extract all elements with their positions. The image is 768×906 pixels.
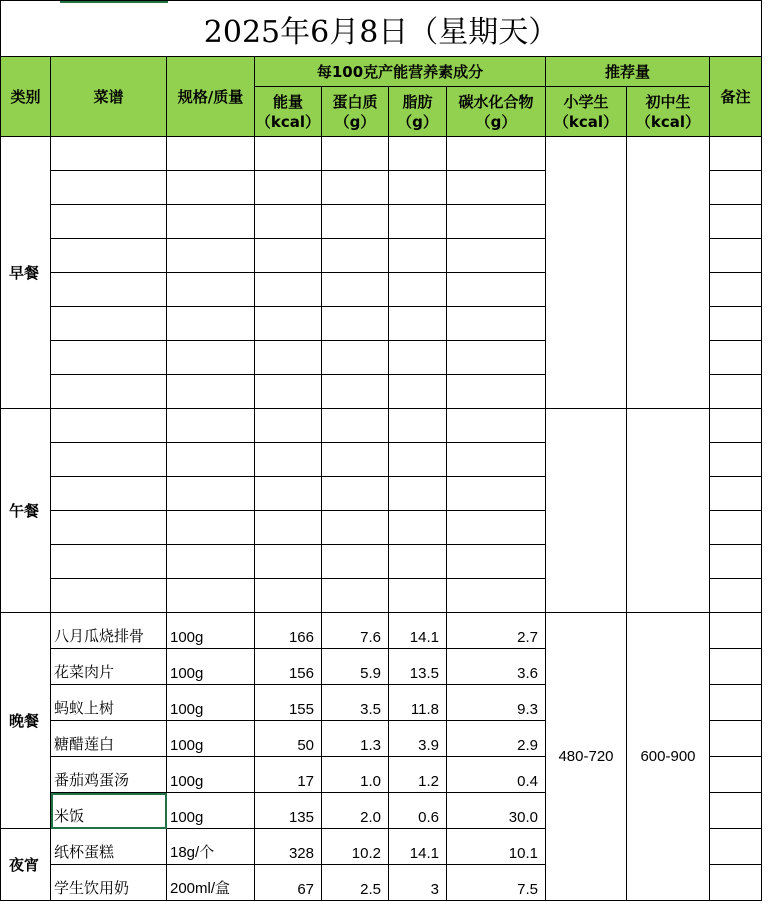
protein-cell[interactable]: 3.5	[322, 685, 389, 721]
empty-cell[interactable]	[447, 307, 546, 341]
protein-cell[interactable]: 10.2	[322, 829, 389, 865]
empty-cell[interactable]	[167, 511, 255, 545]
empty-cell[interactable]	[447, 443, 546, 477]
empty-cell[interactable]	[389, 409, 447, 443]
remark-cell[interactable]	[710, 757, 762, 793]
category-cell[interactable]: 夜宵	[1, 829, 51, 901]
remark-cell[interactable]	[710, 829, 762, 865]
empty-cell[interactable]	[322, 477, 389, 511]
empty-cell[interactable]	[389, 239, 447, 273]
empty-cell[interactable]	[322, 171, 389, 205]
empty-cell[interactable]	[322, 273, 389, 307]
primary-recommend-empty[interactable]	[546, 137, 627, 409]
empty-cell[interactable]	[322, 579, 389, 613]
empty-cell[interactable]	[167, 273, 255, 307]
table-row	[1, 137, 762, 171]
fat-cell[interactable]: 3.9	[389, 721, 447, 757]
primary-recommend[interactable]: 480-720	[546, 613, 627, 901]
remark-cell[interactable]	[710, 443, 762, 477]
empty-cell[interactable]	[51, 409, 167, 443]
header-nutrition-group[interactable]: 每100克产能营养素成分	[255, 57, 546, 87]
category-cell[interactable]: 早餐	[1, 137, 51, 409]
empty-cell[interactable]	[389, 545, 447, 579]
carbs-cell[interactable]: 9.3	[447, 685, 546, 721]
empty-cell[interactable]	[322, 375, 389, 409]
dish-cell[interactable]: 学生饮用奶	[51, 865, 167, 901]
header-menu[interactable]: 菜谱	[51, 57, 167, 137]
dish-cell[interactable]: 八月瓜烧排骨	[51, 613, 167, 649]
header-protein[interactable]: 蛋白质（g）	[322, 87, 389, 137]
empty-cell[interactable]	[389, 307, 447, 341]
carbs-cell[interactable]: 2.9	[447, 721, 546, 757]
remark-cell[interactable]	[710, 511, 762, 545]
empty-cell[interactable]	[255, 545, 322, 579]
sheet-title[interactable]: 2025年6月8日（星期天）	[1, 1, 762, 57]
empty-cell[interactable]	[255, 341, 322, 375]
empty-cell[interactable]	[322, 307, 389, 341]
remark-cell[interactable]	[710, 685, 762, 721]
empty-cell[interactable]	[447, 409, 546, 443]
empty-cell[interactable]	[167, 341, 255, 375]
empty-cell[interactable]	[51, 137, 167, 171]
empty-cell[interactable]	[389, 579, 447, 613]
energy-cell[interactable]: 328	[255, 829, 322, 865]
table-row	[1, 409, 762, 443]
empty-cell[interactable]	[389, 375, 447, 409]
remark-cell[interactable]	[710, 865, 762, 901]
fat-cell[interactable]: 13.5	[389, 649, 447, 685]
energy-cell[interactable]: 50	[255, 721, 322, 757]
empty-cell[interactable]	[389, 477, 447, 511]
empty-cell[interactable]	[167, 137, 255, 171]
empty-cell[interactable]	[167, 579, 255, 613]
table-row	[1, 613, 762, 649]
empty-cell[interactable]	[389, 273, 447, 307]
empty-cell[interactable]	[51, 273, 167, 307]
empty-cell[interactable]	[255, 477, 322, 511]
spec-cell[interactable]: 100g	[167, 649, 255, 685]
spec-cell[interactable]: 18g/个	[167, 829, 255, 865]
empty-cell[interactable]	[447, 545, 546, 579]
fat-cell[interactable]: 3	[389, 865, 447, 901]
spec-cell[interactable]: 200ml/盒	[167, 865, 255, 901]
carbs-cell[interactable]: 30.0	[447, 793, 546, 829]
empty-cell[interactable]	[255, 579, 322, 613]
fat-cell[interactable]: 11.8	[389, 685, 447, 721]
empty-cell[interactable]	[51, 579, 167, 613]
dish-cell[interactable]: 花菜肉片	[51, 649, 167, 685]
empty-cell[interactable]	[389, 205, 447, 239]
category-cell[interactable]: 午餐	[1, 409, 51, 613]
category-cell[interactable]: 晚餐	[1, 613, 51, 829]
remark-cell[interactable]	[710, 545, 762, 579]
protein-cell[interactable]: 1.0	[322, 757, 389, 793]
header-primary[interactable]: 小学生（kcal）	[546, 87, 627, 137]
empty-cell[interactable]	[255, 307, 322, 341]
remark-cell[interactable]	[710, 273, 762, 307]
spec-cell[interactable]: 100g	[167, 757, 255, 793]
empty-cell[interactable]	[389, 511, 447, 545]
empty-cell[interactable]	[167, 545, 255, 579]
fat-cell[interactable]: 14.1	[389, 829, 447, 865]
empty-cell[interactable]	[51, 307, 167, 341]
remark-cell[interactable]	[710, 477, 762, 511]
remark-cell[interactable]	[710, 793, 762, 829]
empty-cell[interactable]	[167, 409, 255, 443]
empty-cell[interactable]	[167, 477, 255, 511]
empty-cell[interactable]	[447, 205, 546, 239]
empty-cell[interactable]	[255, 409, 322, 443]
energy-cell[interactable]: 135	[255, 793, 322, 829]
dish-cell[interactable]: 纸杯蛋糕	[51, 829, 167, 865]
header-recommend-group[interactable]: 推荐量	[546, 57, 710, 87]
empty-cell[interactable]	[389, 137, 447, 171]
empty-cell[interactable]	[167, 375, 255, 409]
remark-cell[interactable]	[710, 239, 762, 273]
carbs-cell[interactable]: 2.7	[447, 613, 546, 649]
empty-cell[interactable]	[447, 239, 546, 273]
empty-cell[interactable]	[255, 137, 322, 171]
empty-cell[interactable]	[51, 443, 167, 477]
energy-cell[interactable]: 166	[255, 613, 322, 649]
empty-cell[interactable]	[322, 443, 389, 477]
empty-cell[interactable]	[167, 171, 255, 205]
empty-cell[interactable]	[167, 443, 255, 477]
header-spec[interactable]: 规格/质量	[167, 57, 255, 137]
remark-cell[interactable]	[710, 375, 762, 409]
energy-cell[interactable]: 156	[255, 649, 322, 685]
carbs-cell[interactable]: 0.4	[447, 757, 546, 793]
empty-cell[interactable]	[322, 545, 389, 579]
empty-cell[interactable]	[389, 171, 447, 205]
empty-cell[interactable]	[389, 341, 447, 375]
empty-cell[interactable]	[51, 205, 167, 239]
empty-cell[interactable]	[322, 341, 389, 375]
empty-cell[interactable]	[51, 171, 167, 205]
spec-cell[interactable]: 100g	[167, 613, 255, 649]
fat-cell[interactable]: 1.2	[389, 757, 447, 793]
spec-cell[interactable]: 100g	[167, 685, 255, 721]
empty-cell[interactable]	[447, 137, 546, 171]
carbs-cell[interactable]: 3.6	[447, 649, 546, 685]
empty-cell[interactable]	[322, 239, 389, 273]
empty-cell[interactable]	[447, 579, 546, 613]
spec-cell[interactable]: 100g	[167, 721, 255, 757]
empty-cell[interactable]	[447, 375, 546, 409]
empty-cell[interactable]	[322, 137, 389, 171]
empty-cell[interactable]	[255, 205, 322, 239]
energy-cell[interactable]: 155	[255, 685, 322, 721]
junior-recommend-empty[interactable]	[627, 137, 710, 409]
empty-cell[interactable]	[167, 205, 255, 239]
spec-cell[interactable]: 100g	[167, 793, 255, 829]
dish-cell[interactable]: 糖醋莲白	[51, 721, 167, 757]
carbs-cell[interactable]: 10.1	[447, 829, 546, 865]
empty-cell[interactable]	[51, 341, 167, 375]
empty-cell[interactable]	[322, 205, 389, 239]
empty-cell[interactable]	[447, 511, 546, 545]
fat-cell[interactable]: 14.1	[389, 613, 447, 649]
protein-cell[interactable]: 2.5	[322, 865, 389, 901]
protein-cell[interactable]: 2.0	[322, 793, 389, 829]
empty-cell[interactable]	[51, 545, 167, 579]
header-category[interactable]: 类别	[1, 57, 51, 137]
remark-cell[interactable]	[710, 649, 762, 685]
empty-cell[interactable]	[51, 477, 167, 511]
empty-cell[interactable]	[447, 341, 546, 375]
empty-cell[interactable]	[255, 273, 322, 307]
protein-cell[interactable]: 1.3	[322, 721, 389, 757]
header-fat[interactable]: 脂肪（g）	[389, 87, 447, 137]
empty-cell[interactable]	[389, 443, 447, 477]
empty-cell[interactable]	[255, 171, 322, 205]
header-carbs[interactable]: 碳水化合物（g）	[447, 87, 546, 137]
junior-recommend[interactable]: 600-900	[627, 613, 710, 901]
fat-cell[interactable]: 0.6	[389, 793, 447, 829]
energy-cell[interactable]: 17	[255, 757, 322, 793]
empty-cell[interactable]	[322, 511, 389, 545]
remark-cell[interactable]	[710, 409, 762, 443]
empty-cell[interactable]	[167, 239, 255, 273]
remark-cell[interactable]	[710, 205, 762, 239]
empty-cell[interactable]	[51, 239, 167, 273]
header-remark[interactable]: 备注	[710, 57, 762, 137]
empty-cell[interactable]	[51, 511, 167, 545]
junior-recommend-empty[interactable]	[627, 409, 710, 613]
remark-cell[interactable]	[710, 341, 762, 375]
dish-cell[interactable]: 蚂蚁上树	[51, 685, 167, 721]
empty-cell[interactable]	[255, 443, 322, 477]
empty-cell[interactable]	[255, 511, 322, 545]
energy-cell[interactable]: 67	[255, 865, 322, 901]
empty-cell[interactable]	[447, 171, 546, 205]
remark-cell[interactable]	[710, 579, 762, 613]
protein-cell[interactable]: 5.9	[322, 649, 389, 685]
empty-cell[interactable]	[255, 375, 322, 409]
dish-cell[interactable]: 番茄鸡蛋汤	[51, 757, 167, 793]
remark-cell[interactable]	[710, 307, 762, 341]
remark-cell[interactable]	[710, 613, 762, 649]
remark-cell[interactable]	[710, 171, 762, 205]
protein-cell[interactable]: 7.6	[322, 613, 389, 649]
empty-cell[interactable]	[447, 273, 546, 307]
empty-cell[interactable]	[447, 477, 546, 511]
empty-cell[interactable]	[167, 307, 255, 341]
carbs-cell[interactable]: 7.5	[447, 865, 546, 901]
remark-cell[interactable]	[710, 721, 762, 757]
header-junior[interactable]: 初中生（kcal）	[627, 87, 710, 137]
empty-cell[interactable]	[51, 375, 167, 409]
empty-cell[interactable]	[322, 409, 389, 443]
dish-cell[interactable]: 米饭	[51, 793, 167, 829]
primary-recommend-empty[interactable]	[546, 409, 627, 613]
remark-cell[interactable]	[710, 137, 762, 171]
empty-cell[interactable]	[255, 239, 322, 273]
header-energy[interactable]: 能量（kcal）	[255, 87, 322, 137]
